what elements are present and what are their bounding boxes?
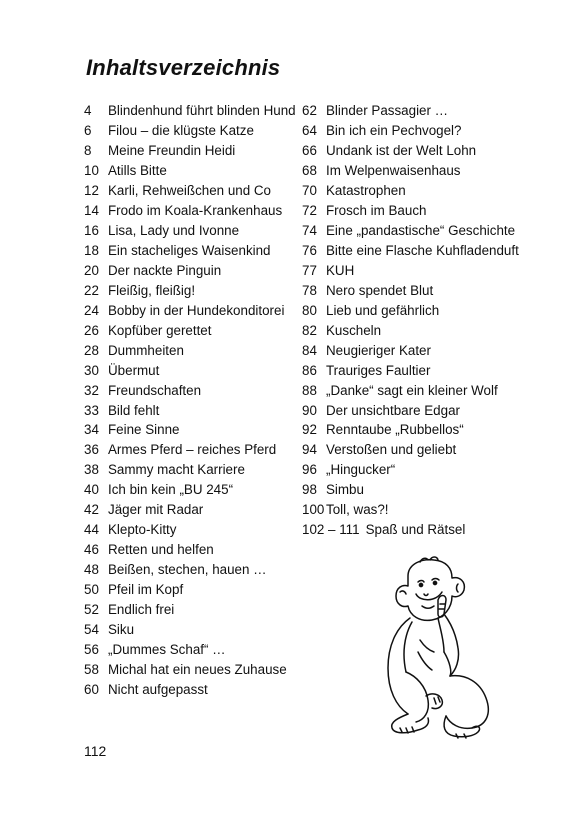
toc-page-number: 16 (84, 223, 99, 239)
toc-page-number: 92 (302, 422, 317, 438)
toc-entry-title: Renntaube „Rubbellos“ (326, 422, 464, 438)
toc-page-number: 18 (84, 243, 99, 259)
toc-page-number: 54 (84, 621, 99, 637)
toc-page-number: 34 (84, 422, 99, 438)
toc-page-number: 46 (84, 542, 99, 558)
toc-entry-title: Übermut (108, 362, 160, 378)
toc-entry (84, 659, 324, 679)
toc-entry (302, 320, 542, 340)
toc-entry (84, 560, 324, 580)
toc-entry (84, 201, 324, 221)
toc-entry (302, 340, 542, 360)
toc-page-number: 10 (84, 163, 99, 179)
toc-entry (302, 161, 542, 181)
toc-entry-title: KUH (326, 262, 355, 278)
toc-page-number: 70 (302, 183, 317, 199)
toc-page-number: 48 (84, 562, 99, 578)
toc-entry (302, 480, 542, 500)
toc-entry (84, 619, 324, 639)
toc-entry (302, 420, 542, 440)
toc-entry (84, 101, 324, 121)
toc-entry-title: Armes Pferd – reiches Pferd (108, 442, 277, 458)
toc-page-number: 42 (84, 502, 99, 518)
toc-entry-title: Bobby in der Hundekonditorei (108, 302, 285, 318)
toc-entry (302, 261, 542, 281)
toc-entry (84, 300, 324, 320)
toc-page-number: 78 (302, 282, 317, 298)
toc-entry (84, 460, 324, 480)
toc-page-number: 14 (84, 203, 99, 219)
toc-entry-title: Ich bin kein „BU 245“ (108, 482, 234, 498)
toc-page-number: 26 (84, 322, 99, 338)
toc-entry (84, 480, 324, 500)
toc-entry-title: Eine „pandastische“ Geschichte (326, 223, 516, 239)
toc-page-number: 50 (84, 581, 99, 597)
toc-entry-title: Endlich frei (108, 601, 175, 617)
toc-page-number: 76 (302, 243, 317, 259)
toc-entry-title: Simbu (326, 482, 364, 498)
toc-page-number: 82 (302, 322, 317, 338)
toc-entry (84, 580, 324, 600)
toc-entry-title: Lieb und gefährlich (326, 302, 440, 318)
toc-entry (302, 440, 542, 460)
toc-entry-title: Freundschaften (108, 382, 202, 398)
toc-entry (302, 300, 542, 320)
toc-entry-title: Beißen, stechen, hauen … (108, 562, 267, 578)
toc-entry-title: Filou – die klügste Katze (108, 123, 254, 139)
toc-entry-title: Frosch im Bauch (326, 203, 427, 219)
toc-page-number: 20 (84, 262, 99, 278)
toc-entry-title: Nero spendet Blut (326, 282, 434, 298)
toc-entry-title: Trauriges Faultier (326, 362, 431, 378)
page-title: Inhaltsverzeichnis (86, 55, 281, 80)
toc-page-number: 94 (302, 442, 317, 458)
toc-page-number: 22 (84, 282, 99, 298)
toc-entry-title: „Hingucker“ (326, 462, 396, 478)
toc-page-number: 90 (302, 402, 317, 418)
toc-entry-title: Klepto-Kitty (108, 522, 177, 538)
toc-entry-title: Pfeil im Kopf (108, 581, 184, 597)
toc-entry (84, 500, 324, 520)
monkey-drawing-icon (360, 556, 500, 742)
toc-entry (84, 440, 324, 460)
toc-page-number: 30 (84, 362, 99, 378)
toc-entry-title: Michal hat ein neues Zuhause (108, 661, 287, 677)
toc-page-number: 62 (302, 103, 317, 119)
toc-page-number: 66 (302, 143, 317, 159)
toc-left-column (84, 101, 324, 699)
toc-entry-title: Ein stacheliges Waisenkind (108, 243, 271, 259)
toc-entry (84, 679, 324, 699)
toc-page-number: 56 (84, 641, 99, 657)
toc-entry (302, 520, 542, 540)
toc-page-number: 84 (302, 342, 317, 358)
toc-entry-title: Siku (108, 621, 135, 637)
toc-entry (84, 400, 324, 420)
toc-entry (302, 460, 542, 480)
toc-entry-title: Feine Sinne (108, 422, 180, 438)
toc-entry-title: Jäger mit Radar (108, 502, 204, 518)
toc-entry-title: Nicht aufgepasst (108, 681, 208, 697)
toc-entry (302, 221, 542, 241)
toc-entry-title: Neugieriger Kater (326, 342, 431, 358)
toc-page-number: 72 (302, 203, 317, 219)
toc-entry (302, 181, 542, 201)
toc-page-number: 60 (84, 681, 99, 697)
toc-page-number: 12 (84, 183, 99, 199)
toc-page-number: 58 (84, 661, 99, 677)
toc-entry (302, 201, 542, 221)
toc-entry-title: Bitte eine Flasche Kuhfladenduft (326, 243, 519, 259)
toc-entry-title: Der unsichtbare Edgar (326, 402, 460, 418)
toc-page-number: 44 (84, 522, 99, 538)
toc-entry-title: Dummheiten (108, 342, 184, 358)
toc-page-number: 38 (84, 462, 99, 478)
toc-entry (84, 161, 324, 181)
toc-entry-title: Atills Bitte (108, 163, 167, 179)
toc-page-number: 74 (302, 223, 317, 239)
toc-page-number: 36 (84, 442, 99, 458)
toc-entry (84, 420, 324, 440)
toc-page-number: 8 (84, 143, 92, 159)
toc-page-number: 86 (302, 362, 317, 378)
toc-entry-title: Kuscheln (326, 322, 382, 338)
toc-page-number: 24 (84, 302, 99, 318)
toc-entry-title: Verstoßen und geliebt (326, 442, 457, 458)
toc-entry-title: Sammy macht Karriere (108, 462, 245, 478)
toc-entry-title: Meine Freundin Heidi (108, 143, 236, 159)
toc-entry (84, 280, 324, 300)
toc-entry-title: „Danke“ sagt ein kleiner Wolf (326, 382, 498, 398)
toc-entry-title: Blindenhund führt blinden Hund (108, 103, 296, 119)
toc-entry-title: Im Welpenwaisenhaus (326, 163, 461, 179)
toc-entry (84, 540, 324, 560)
toc-entry-title: Katastrophen (326, 183, 406, 199)
toc-entry-title: Blinder Passagier … (326, 103, 449, 119)
toc-entry (302, 360, 542, 380)
toc-page-number: 64 (302, 123, 317, 139)
toc-entry (84, 121, 324, 141)
toc-page-number: 32 (84, 382, 99, 398)
toc-page-number: 33 (84, 402, 99, 418)
toc-entry-title: Spaß und Rätsel (365, 522, 466, 538)
toc-entry (84, 360, 324, 380)
page-number: 112 (84, 743, 107, 759)
toc-entry-title: Frodo im Koala-Krankenhaus (108, 203, 283, 219)
toc-entry (302, 121, 542, 141)
toc-page-number: 4 (84, 103, 92, 119)
toc-page-number: 96 (302, 462, 317, 478)
toc-entry-title: Kopfüber gerettet (108, 322, 212, 338)
toc-entry-title: Fleißig, fleißig! (108, 282, 196, 298)
toc-entry (84, 340, 324, 360)
toc-entry (84, 639, 324, 659)
toc-entry-title: „Dummes Schaf“ … (108, 641, 226, 657)
toc-entry (302, 280, 542, 300)
toc-entry (302, 141, 542, 161)
toc-entry-title: Bild fehlt (108, 402, 160, 418)
toc-entry (84, 520, 324, 540)
toc-page-number: 40 (84, 482, 99, 498)
toc-entry (84, 380, 324, 400)
toc-entry-title: Der nackte Pinguin (108, 262, 222, 278)
toc-entry (84, 181, 324, 201)
toc-entry-title: Karli, Rehweißchen und Co (108, 183, 272, 199)
toc-page-number: 100 (302, 502, 325, 518)
toc-entry-title: Undank ist der Welt Lohn (326, 143, 477, 159)
toc-entry (302, 500, 542, 520)
toc-entry (84, 221, 324, 241)
toc-entry (84, 261, 324, 281)
toc-entry (302, 380, 542, 400)
toc-page-number: 52 (84, 601, 99, 617)
toc-entry (84, 320, 324, 340)
toc-entry-title: Retten und helfen (108, 542, 214, 558)
toc-entry (84, 241, 324, 261)
toc-page-number: 28 (84, 342, 99, 358)
toc-entry-title: Lisa, Lady und Ivonne (108, 223, 240, 239)
toc-page-number: 88 (302, 382, 317, 398)
toc-entry-title: Toll, was?! (326, 502, 389, 518)
toc-right-column (302, 101, 542, 540)
toc-entry (84, 141, 324, 161)
toc-entry (302, 241, 542, 261)
toc-page-number: 102 – 111 (302, 522, 360, 538)
toc-entry (302, 101, 542, 121)
toc-page-number: 68 (302, 163, 317, 179)
toc-page-number: 98 (302, 482, 317, 498)
toc-entry-title: Bin ich ein Pechvogel? (326, 123, 462, 139)
toc-page-number: 6 (84, 123, 92, 139)
toc-entry (84, 599, 324, 619)
toc-page-number: 77 (302, 262, 317, 278)
toc-page-number: 80 (302, 302, 317, 318)
toc-entry (302, 400, 542, 420)
